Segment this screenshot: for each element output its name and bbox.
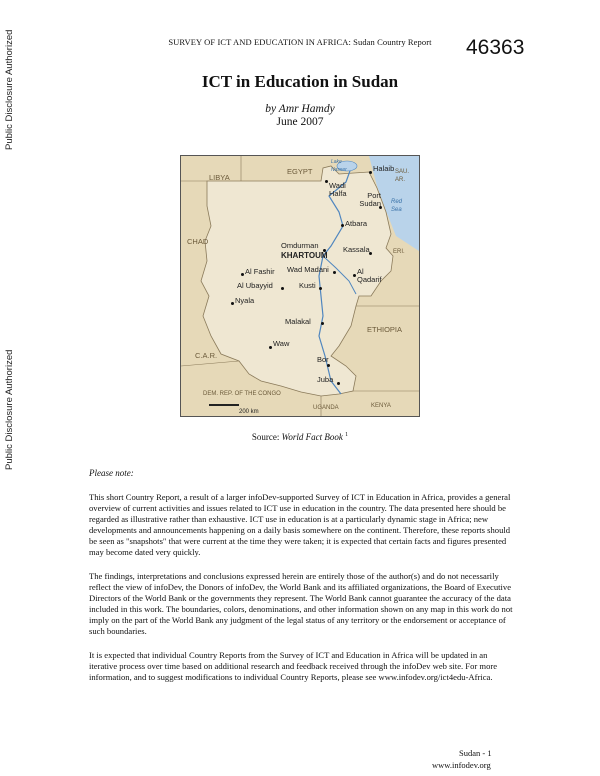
source-name: World Fact Book xyxy=(281,432,343,442)
city-dot-bor xyxy=(327,364,330,367)
label-halaib: Halaib xyxy=(373,164,395,173)
label-waw: Waw xyxy=(273,339,290,348)
city-dot-wadi-halfa xyxy=(325,180,328,183)
label-egypt: EGYPT xyxy=(287,167,313,176)
label-scale: 200 km xyxy=(239,409,259,415)
label-drc: DEM. REP. OF THE CONGO xyxy=(203,391,281,397)
city-dot-malakal xyxy=(321,322,324,325)
label-al-fashir: Al Fashir xyxy=(245,267,275,276)
city-dot-kusti xyxy=(319,287,322,290)
page-number: Sudan - 1 xyxy=(459,748,492,758)
source-footnote-ref: 1 xyxy=(345,432,349,438)
note-paragraph-2: The findings, interpretations and conclusions expressed herein are entirely those of the author(s) and do not necessarily reflect the view of infoDev, the Donors of infoDev, the World Bank and its affiliated organizations, the Board of Executive Directors of the World Bank or the governments they represent. The World Bank cannot guarantee the accuracy of the data included in this work. The boundaries, colors, denominations, and other information shown on any map in this work do not imply on the part of the World Bank any judgment of the legal status of any territory or the endorsement or acceptance of such boundaries. xyxy=(89,571,513,636)
city-dot-wad-madani xyxy=(333,271,336,274)
sudan-map xyxy=(180,155,420,417)
publication-date: June 2007 xyxy=(276,116,324,128)
label-port-sudan: Port Sudan xyxy=(359,191,381,208)
label-juba: Juba xyxy=(317,375,334,384)
label-kassala: Kassala xyxy=(343,245,370,254)
city-dot-al-qadarif xyxy=(353,274,356,277)
label-kenya: KENYA xyxy=(371,403,391,409)
map-source xyxy=(0,432,600,442)
label-wadi-halfa: Wadi Halfa xyxy=(329,181,347,198)
city-dot-waw xyxy=(269,346,272,349)
scale-bar xyxy=(209,404,239,406)
label-kusti: Kusti xyxy=(299,281,316,290)
label-lake-nasser: Lake Nasser xyxy=(331,159,347,173)
label-wad-madani: Wad Madani xyxy=(287,265,329,274)
city-dot-atbara xyxy=(341,224,344,227)
page-title: ICT in Education in Sudan xyxy=(201,72,399,91)
disclosure-stamp-top: Public Disclosure Authorized xyxy=(4,29,15,150)
label-malakal: Malakal xyxy=(285,317,311,326)
label-car: C.A.R. xyxy=(195,351,218,360)
label-atbara: Atbara xyxy=(345,219,368,228)
city-dot-nyala xyxy=(231,302,234,305)
running-header: SURVEY OF ICT AND EDUCATION IN AFRICA: Sudan Country Report xyxy=(168,37,432,47)
note-paragraph-1: This short Country Report, a result of a larger infoDev-supported Survey of ICT in Education in Africa, provides a general overview of current activities and issues related to ICT use in education in the country. The data presented here should be regarded as illustrative rather than exhaustive. ICT use in education is at a particularly dynamic stage in Africa; new developments and announcements happening on a daily basis somewhere on the continent. Therefore, these reports should be seen as "snapshots" that were current at the time they were taken; it is expected that certain facts and figures presented may become dated very quickly. xyxy=(89,492,511,557)
city-dot-al-fashir xyxy=(241,273,244,276)
label-uganda: UGANDA xyxy=(313,405,339,411)
label-al-qadarif: Al Qadarif xyxy=(357,267,382,284)
disclosure-stamp-bottom: Public Disclosure Authorized xyxy=(4,349,15,470)
label-khartoum: KHARTOUM xyxy=(281,251,328,260)
city-dot-al-ubayyid xyxy=(281,287,284,290)
label-eritrea: ERI. xyxy=(393,249,405,255)
footer-url: www.infodev.org xyxy=(432,760,491,770)
label-al-ubayyid: Al Ubayyid xyxy=(237,281,273,290)
city-dot-halaib xyxy=(369,171,372,174)
city-dot-juba xyxy=(337,382,340,385)
label-libya: LIBYA xyxy=(209,173,230,182)
note-paragraph-3: It is expected that individual Country Reports from the Survey of ICT and Education in Africa will be updated in an iterative process over time based on additional research and feedback received through the infoDev web site. For more information, and to suggest modifications to individual Country Reports, please see www.infodev.org/ict4edu-Africa. xyxy=(89,650,498,682)
label-red-sea: Red Sea xyxy=(391,199,403,213)
label-omdurman: Omdurman xyxy=(281,241,319,250)
label-saudi: SAU. AR. xyxy=(395,169,410,183)
label-nyala: Nyala xyxy=(235,296,255,305)
source-prefix: Source: xyxy=(251,432,282,442)
label-chad: CHAD xyxy=(187,237,209,246)
document-number: 46363 xyxy=(466,36,525,59)
note-heading: Please note: xyxy=(89,468,134,478)
author-byline: by Amr Hamdy xyxy=(265,103,335,115)
label-bor: Bor xyxy=(317,355,329,364)
label-ethiopia: ETHIOPIA xyxy=(367,325,403,334)
